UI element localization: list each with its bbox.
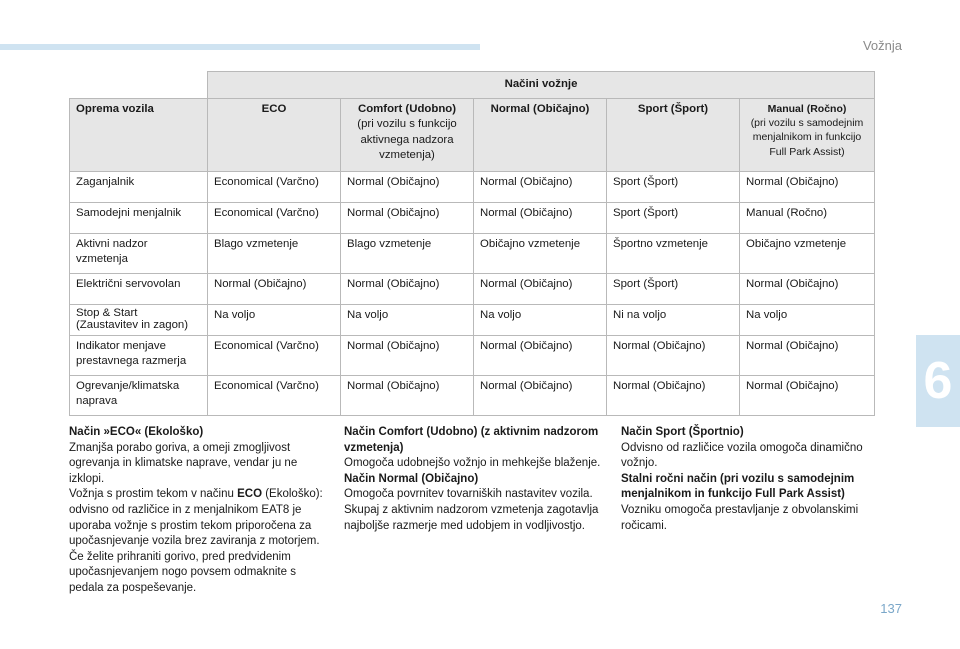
table-cell: Normal (Običajno) [341, 274, 474, 305]
table-cell: Normal (Običajno) [474, 172, 607, 203]
table-cell: Normal (Običajno) [341, 336, 474, 376]
sport-manual-description [621, 425, 871, 534]
col-header-manual: Manual (Ročno) (pri vozilu s samodejnim menjalnikom in funkcijo Full Park Assist) [740, 99, 875, 172]
table-row [70, 336, 875, 376]
table-cell: Normal (Običajno) [474, 274, 607, 305]
eco-mode-description [69, 425, 331, 597]
comfort-paragraph: Omogoča udobnejšo vožnjo in mehkejše blaženje. [344, 457, 601, 470]
eco-paragraph-1: Zmanjša porabo goriva, a omeji zmogljivost ogrevanja in klimatske naprave, vendar ju ne izklopi. [69, 441, 298, 485]
table-cell: Sport (Šport) [607, 172, 740, 203]
col-header-sport: Sport (Šport) [607, 99, 740, 172]
driving-modes-table [69, 71, 875, 416]
eco-title: Način »ECO« (Ekološko) [69, 426, 204, 438]
table-cell: Manual (Ročno) [740, 203, 875, 234]
comfort-title: Način Comfort (Udobno) (z aktivnim nadzorom vzmetenja) [344, 426, 599, 454]
table-cell: Normal (Običajno) [607, 336, 740, 376]
table-cell: Normal (Običajno) [341, 376, 474, 416]
table-cell: Sport (Šport) [607, 203, 740, 234]
chapter-tab: 6 [916, 335, 960, 427]
table-cell: Na voljo [341, 305, 474, 336]
col-header-equipment: Oprema vozila [70, 99, 208, 172]
sport-title: Način Sport (Športnio) [621, 426, 744, 438]
sport-paragraph: Odvisno od različice vozila omogoča dinamično vožnjo. [621, 441, 863, 470]
table-cell: Običajno vzmetenje [740, 234, 875, 274]
col-header-normal: Normal (Običajno) [474, 99, 607, 172]
table-cell: Samodejni menjalnik [70, 203, 208, 234]
col-header-eco: ECO [208, 99, 341, 172]
top-accent-bar [0, 44, 480, 50]
table-cell: Economical (Varčno) [208, 203, 341, 234]
table-cell: Normal (Običajno) [740, 336, 875, 376]
table-cell: Električni servovolan [70, 274, 208, 305]
table-cell: Aktivni nadzor vzmetenja [70, 234, 208, 274]
section-title: Vožnja [862, 38, 902, 53]
table-cell: Ogrevanje/klimatska naprava [70, 376, 208, 416]
page-number: 137 [880, 601, 902, 616]
table-cell: Normal (Običajno) [607, 376, 740, 416]
table-cell: Stop & Start (Zaustavitev in zagon) [70, 305, 208, 336]
table-cell: Normal (Običajno) [740, 274, 875, 305]
table-cell: Na voljo [208, 305, 341, 336]
table-row [70, 172, 875, 203]
comfort-normal-description [344, 425, 606, 534]
table-cell: Zaganjalnik [70, 172, 208, 203]
table-cell: Normal (Običajno) [474, 203, 607, 234]
table-cell: Normal (Običajno) [341, 172, 474, 203]
column-header-row [70, 99, 875, 172]
table-cell: Economical (Varčno) [208, 336, 341, 376]
table-cell: Ni na voljo [607, 305, 740, 336]
table-cell: Blago vzmetenje [341, 234, 474, 274]
table-cell: Blago vzmetenje [208, 234, 341, 274]
eco-paragraph-3: Če želite prihraniti gorivo, pred predvidenim upočasnjevanjem nogo povsem odmaknite s pedala za pospeševanje. [69, 550, 296, 594]
table-row [70, 203, 875, 234]
group-header: Načini vožnje [208, 72, 875, 99]
table-cell: Normal (Običajno) [208, 274, 341, 305]
manual-title: Stalni ročni način (pri vozilu s samodejnim menjalnikom in funkcijo Full Park Assist) [621, 472, 855, 501]
table-cell: Na voljo [474, 305, 607, 336]
table-cell: Športno vzmetenje [607, 234, 740, 274]
table-cell: Običajno vzmetenje [474, 234, 607, 274]
table-cell: Sport (Šport) [607, 274, 740, 305]
table-row [70, 376, 875, 416]
normal-paragraph: Omogoča povrnitev tovarniških nastavitev vozila. Skupaj z aktivnim nadzorom vzmetenja zagotavlja najboljše razmerje med udobjem in vodljivostjo. [344, 488, 599, 532]
table-cell: Normal (Običajno) [474, 336, 607, 376]
eco-paragraph-2: Vožnja s prostim tekom v načinu ECO (Ekološko): odvisno od različice in z menjalnikom EAT8 je uporaba vožnje s prostim tekom priporočena za upočasnjevanje vozila brez zaviranja z motorjem. [69, 488, 323, 548]
manual-paragraph: Vozniku omogoča prestavljanje z obvolanskimi ročicami. [621, 503, 859, 532]
table-cell: Normal (Običajno) [740, 376, 875, 416]
table-row [70, 234, 875, 274]
table-cell: Normal (Običajno) [740, 172, 875, 203]
table-cell: Normal (Običajno) [341, 203, 474, 234]
table-row [70, 274, 875, 305]
table-cell: Indikator menjave prestavnega razmerja [70, 336, 208, 376]
table-row [70, 305, 875, 336]
normal-title: Način Normal (Običajno) [344, 472, 479, 485]
table-corner-blank [70, 72, 208, 99]
col-header-comfort: Comfort (Udobno) (pri vozilu s funkcijo aktivnega nadzora vzmetenja) [341, 99, 474, 172]
table-cell: Economical (Varčno) [208, 376, 341, 416]
table-cell: Economical (Varčno) [208, 172, 341, 203]
table-cell: Na voljo [740, 305, 875, 336]
table-cell: Normal (Običajno) [474, 376, 607, 416]
